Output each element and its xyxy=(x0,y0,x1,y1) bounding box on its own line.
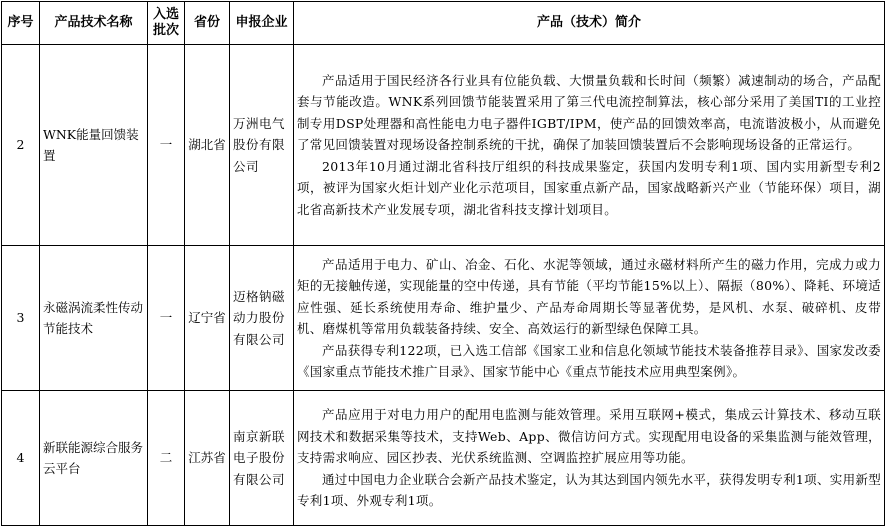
header-name: 产品技术名称 xyxy=(40,2,148,45)
table-row xyxy=(2,246,885,391)
company: 迈格钠磁动力股份有限公司 xyxy=(230,246,294,391)
row-num: 4 xyxy=(2,391,40,526)
header-intro: 产品（技术）简介 xyxy=(294,2,885,45)
header-province: 省份 xyxy=(185,2,230,45)
product-table xyxy=(1,1,885,526)
intro-paragraph: 产品获得专利122项，已入选工信部《国家工业和信息化领域节能技术装备推荐目录》、国家发改委《国家重点节能技术推广目录》、国家节能中心《重点节能技术应用典型案例》。 xyxy=(297,342,881,379)
batch: 一 xyxy=(148,246,185,391)
row-num: 3 xyxy=(2,246,40,391)
batch: 一 xyxy=(148,45,185,246)
intro-paragraph: 产品适用于电力、矿山、冶金、石化、水泥等领域，通过永磁材料所产生的磁力作用，完成力或力矩的无接触传递，实现能量的空中传递，具有节能（平均节能15%以上）、隔振（80%）、降耗、环境适应性强、延长系统使用寿命、维护量少、产品寿命周期长等显著优势，是风机、水泵、破碎机、皮带机、磨煤机等常用负载装备持续、安全、高效运行的新型绿色保障工具。 xyxy=(297,256,881,336)
province: 湖北省 xyxy=(185,45,230,246)
province: 辽宁省 xyxy=(185,246,230,391)
header-company: 申报企业 xyxy=(230,2,294,45)
header-row xyxy=(2,2,885,45)
intro-paragraph: 产品适用于国民经济各行业具有位能负载、大惯量负载和长时间（频繁）减速制动的场合，产品配套与节能改造。WNK系列回馈节能装置采用了第三代电流控制算法，核心部分采用了美国TI的工业控制专用DSP处理器和高性能电力电子器件IGBT/IPM，使产品的回馈效率高，电流谐波极小，从而避免了常见回馈装置对现场设备控制系统的干扰，确保了加装回馈装置后不会影响现场设备的正常运行。 xyxy=(297,72,881,153)
row-num: 2 xyxy=(2,45,40,246)
product-intro xyxy=(294,391,885,526)
product-name: 永磁涡流柔性传动节能技术 xyxy=(40,246,148,391)
product-name: WNK能量回馈装置 xyxy=(40,45,148,246)
table-row xyxy=(2,45,885,246)
province: 江苏省 xyxy=(185,391,230,526)
batch: 二 xyxy=(148,391,185,526)
product-name: 新联能源综合服务云平台 xyxy=(40,391,148,526)
table-row xyxy=(2,391,885,526)
intro-paragraph: 2013年10月通过湖北省科技厅组织的科技成果鉴定，获国内发明专利1项、国内实用新型专利2项，被评为国家火炬计划产业化示范项目，国家重点新产品，国家战略新兴产业（节能环保）项目，湖北省高新技术产业发展专项，湖北省科技支撑计划项目。 xyxy=(297,158,881,217)
header-batch: 入选批次 xyxy=(148,2,185,45)
intro-paragraph: 通过中国电力企业联合会新产品技术鉴定，认为其达到国内领先水平，获得发明专利1项、实用新型专利1项、外观专利1项。 xyxy=(297,471,881,509)
intro-paragraph: 产品应用于对电力用户的配用电监测与能效管理。采用互联网+模式，集成云计算技术、移动互联网技术和数据采集等技术，支持Web、App、微信访问方式。实现配用电设备的采集监测与能效管理，支持需求响应、园区抄表、光伏系统监测、空调监控扩展应用等功能。 xyxy=(297,407,881,466)
product-intro xyxy=(294,246,885,391)
company: 万洲电气股份有限公司 xyxy=(230,45,294,246)
company: 南京新联电子股份有限公司 xyxy=(230,391,294,526)
header-num: 序号 xyxy=(2,2,40,45)
product-intro xyxy=(294,45,885,246)
